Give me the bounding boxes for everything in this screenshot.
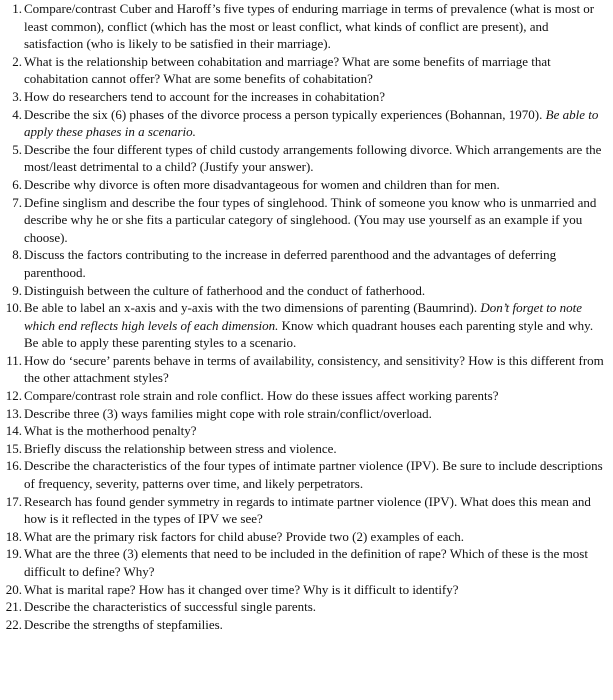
question-number: 15. [5, 440, 22, 456]
question-text-main: Describe why divorce is often more disadvantageous for women and children than for men. [24, 176, 500, 192]
question-text [24, 457, 607, 492]
question-text-main: Define singlism and describe the four types of singlehood. Think of someone you know who is unmarried and describe why he or she fits a particular category of singlehood. (You may use yourself as an example if you choose). [24, 194, 597, 245]
question-number: 4. [12, 106, 22, 122]
question-number: 20. [5, 581, 22, 597]
question-item-4 [0, 106, 613, 141]
question-text-main: Describe the six (6) phases of the divorce process a person typically experiences (Bohannan, 1970). [24, 106, 543, 122]
question-text [24, 405, 607, 423]
question-item-6 [0, 176, 613, 194]
question-text [24, 53, 607, 88]
question-text [24, 282, 607, 300]
question-item-19 [0, 545, 613, 580]
question-text-main: Discuss the factors contributing to the increase in deferred parenthood and the advantages of deferring parenthood. [24, 247, 557, 280]
question-number: 18. [5, 528, 22, 544]
question-item-5 [0, 141, 613, 176]
question-text-main: Be able to label an x-axis and y-axis with the two dimensions of parenting (Baumrind). [24, 300, 478, 316]
question-text [24, 616, 607, 634]
question-item-12 [0, 387, 613, 405]
question-item-18 [0, 528, 613, 546]
question-number: 17. [5, 493, 22, 509]
question-item-15 [0, 440, 613, 458]
question-text [24, 493, 607, 528]
question-emphasis: Don’t forget to note which end reflects high levels of each dimension. [24, 300, 583, 333]
question-text-main: Briefly discuss the relationship between stress and violence. [24, 440, 337, 456]
question-number: 7. [12, 194, 22, 210]
question-item-9 [0, 282, 613, 300]
question-text-main: Describe three (3) ways families might cope with role strain/conflict/overload. [24, 405, 432, 421]
question-item-14 [0, 422, 613, 440]
question-text [24, 422, 607, 440]
question-text-main: Research has found gender symmetry in regards to intimate partner violence (IPV). What does this mean and how is it reflected in the types of IPV we see? [24, 493, 591, 527]
question-text-main: Describe the strengths of stepfamilies. [24, 616, 223, 632]
question-text-main: What are the three (3) elements that need to be included in the definition of rape? Which of these is the most difficult to define? Why? [24, 546, 588, 579]
question-text-main: What are the primary risk factors for child abuse? Provide two (2) examples of each. [24, 528, 465, 544]
question-text [24, 299, 607, 352]
question-text [24, 0, 607, 53]
question-number: 2. [12, 53, 22, 69]
question-emphasis: Be able to apply these phases in a scenario. [24, 106, 599, 140]
question-number: 21. [5, 599, 22, 615]
question-number: 5. [12, 141, 22, 157]
question-number: 12. [5, 388, 22, 404]
question-item-21 [0, 598, 613, 616]
question-text-main: Describe the characteristics of successful single parents. [24, 599, 317, 615]
question-text [24, 387, 607, 405]
question-text [24, 598, 607, 616]
question-text [24, 352, 607, 387]
question-number: 9. [12, 282, 22, 298]
question-number: 3. [12, 88, 22, 104]
question-number: 14. [5, 423, 22, 439]
question-item-1 [0, 0, 613, 53]
question-number: 8. [12, 247, 22, 263]
question-number: 11. [6, 352, 22, 368]
question-item-16 [0, 457, 613, 492]
question-text [24, 440, 607, 458]
question-item-20 [0, 581, 613, 599]
question-item-22 [0, 616, 613, 634]
question-text [24, 176, 607, 194]
question-item-17 [0, 493, 613, 528]
question-text-main: Distinguish between the culture of fatherhood and the conduct of fatherhood. [24, 282, 426, 298]
question-text-main: How do ‘secure’ parents behave in terms of availability, consistency, and sensitivity? How is this different from the other attachment styles? [24, 352, 604, 386]
question-text [24, 106, 607, 141]
question-item-7 [0, 194, 613, 247]
question-number: 13. [5, 405, 22, 421]
question-text-main: What is marital rape? How has it changed over time? Why is it difficult to identify? [24, 581, 459, 597]
question-text-main: What is the motherhood penalty? [24, 423, 197, 439]
question-text [24, 194, 607, 247]
question-text [24, 545, 607, 580]
question-text [24, 246, 607, 281]
question-number: 16. [5, 458, 22, 474]
question-item-10 [0, 299, 613, 352]
question-text [24, 141, 607, 176]
question-number: 6. [12, 176, 22, 192]
question-text [24, 528, 607, 546]
question-number: 22. [5, 616, 22, 632]
question-text-main: How do researchers tend to account for the increases in cohabitation? [24, 88, 385, 104]
question-number: 19. [5, 546, 22, 562]
question-item-13 [0, 405, 613, 423]
question-text-main: Describe the four different types of child custody arrangements following divorce. Which arrangements are the most/least detrimental to a child? (Justify your answer). [24, 141, 602, 175]
question-text-main: Compare/contrast Cuber and Haroff’s five types of enduring marriage in terms of prevalence (what is most or least common), conflict (which has the most or least conflict, what kinds of conflict are present), and satisfaction (who is likely to be satisfied in their marriage). [24, 1, 595, 52]
question-text-main: Describe the characteristics of the four types of intimate partner violence (IPV). Be sure to include descriptions of frequency, severity, patterns over time, and likely perpetrators. [24, 458, 603, 492]
question-text [24, 581, 607, 599]
question-item-11 [0, 352, 613, 387]
question-item-3 [0, 88, 613, 106]
question-number: 10. [5, 300, 22, 316]
question-text-main: What is the relationship between cohabitation and marriage? What are some benefits of marriage that cohabitation cannot offer? What are some benefits of cohabitation? [24, 53, 551, 87]
question-text-after: Know which quadrant houses each parenting style and why. Be able to apply these parenting styles to a scenario. [24, 317, 594, 351]
question-text [24, 88, 607, 106]
question-item-2 [0, 53, 613, 88]
question-text-main: Compare/contrast role strain and role conflict. How do these issues affect working parents? [24, 388, 499, 404]
question-number: 1. [12, 1, 22, 16]
question-item-8 [0, 246, 613, 281]
